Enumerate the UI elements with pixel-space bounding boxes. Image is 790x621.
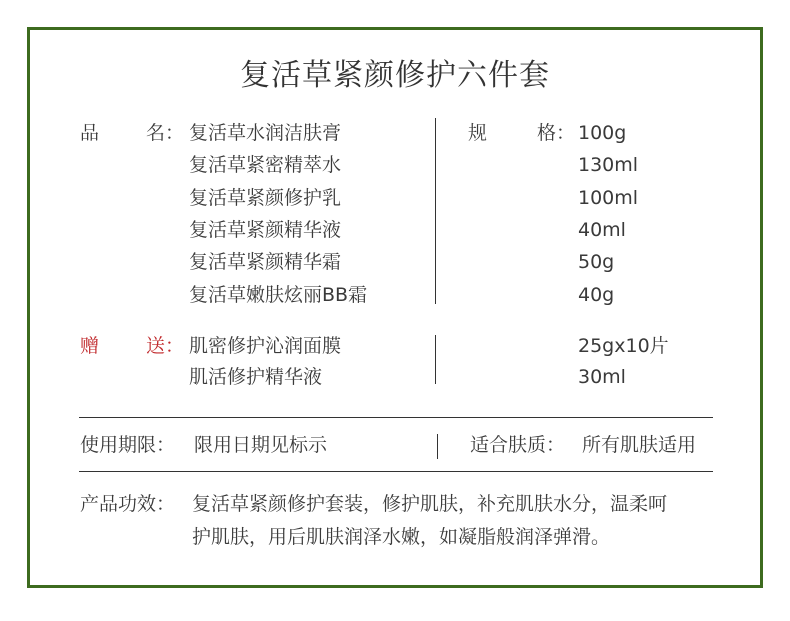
gift-label-a: 赠 bbox=[80, 335, 100, 357]
product-spec-5: 50g bbox=[578, 251, 615, 273]
product-name-5: 复活草紧颜精华霜 bbox=[189, 251, 342, 273]
spec-label-b: 格： bbox=[537, 122, 576, 144]
divider-top bbox=[79, 417, 713, 418]
skin-type-label: 适合肤质： bbox=[470, 434, 566, 456]
effect-line-2: 护肌肤，用后肌肤润泽水嫩，如凝脂般润泽弹滑。 bbox=[192, 526, 611, 548]
effect-line-1: 复活草紧颜修护套装，修护肌肤，补充肌肤水分，温柔呵 bbox=[192, 493, 668, 515]
shelf-life-label: 使用期限： bbox=[80, 434, 176, 456]
shelf-life-value: 限用日期见标示 bbox=[194, 434, 328, 456]
product-name-4: 复活草紧颜精华液 bbox=[189, 219, 342, 241]
product-name-1: 复活草水润洁肤膏 bbox=[189, 122, 342, 144]
product-spec-1: 100g bbox=[578, 122, 627, 144]
product-spec-4: 40ml bbox=[578, 219, 626, 241]
gift-spec-2: 30ml bbox=[578, 366, 626, 388]
gift-item-2: 肌活修护精华液 bbox=[189, 366, 323, 388]
product-spec-6: 40g bbox=[578, 284, 615, 306]
product-name-6: 复活草嫩肤炫丽BB霜 bbox=[189, 284, 368, 306]
product-name-2: 复活草紧密精萃水 bbox=[189, 154, 342, 176]
gift-label-b: 送： bbox=[146, 335, 185, 357]
gift-item-1: 肌密修护沁润面膜 bbox=[189, 335, 342, 357]
gift-spec-1: 25gx10片 bbox=[578, 335, 669, 357]
product-spec-3: 100ml bbox=[578, 187, 639, 209]
column-divider-usage bbox=[437, 434, 438, 459]
divider-bottom bbox=[79, 471, 713, 472]
name-label-b: 名： bbox=[146, 122, 185, 144]
page-title: 复活草紧颜修护六件套 bbox=[240, 58, 550, 93]
name-label-a: 品 bbox=[80, 122, 100, 144]
skin-type-value: 所有肌肤适用 bbox=[582, 434, 697, 456]
column-divider-gifts bbox=[435, 335, 436, 384]
product-name-3: 复活草紧颜修护乳 bbox=[189, 187, 342, 209]
product-spec-2: 130ml bbox=[578, 154, 639, 176]
effect-label: 产品功效： bbox=[80, 493, 176, 515]
column-divider-products bbox=[435, 118, 436, 304]
spec-label-a: 规 bbox=[468, 122, 488, 144]
